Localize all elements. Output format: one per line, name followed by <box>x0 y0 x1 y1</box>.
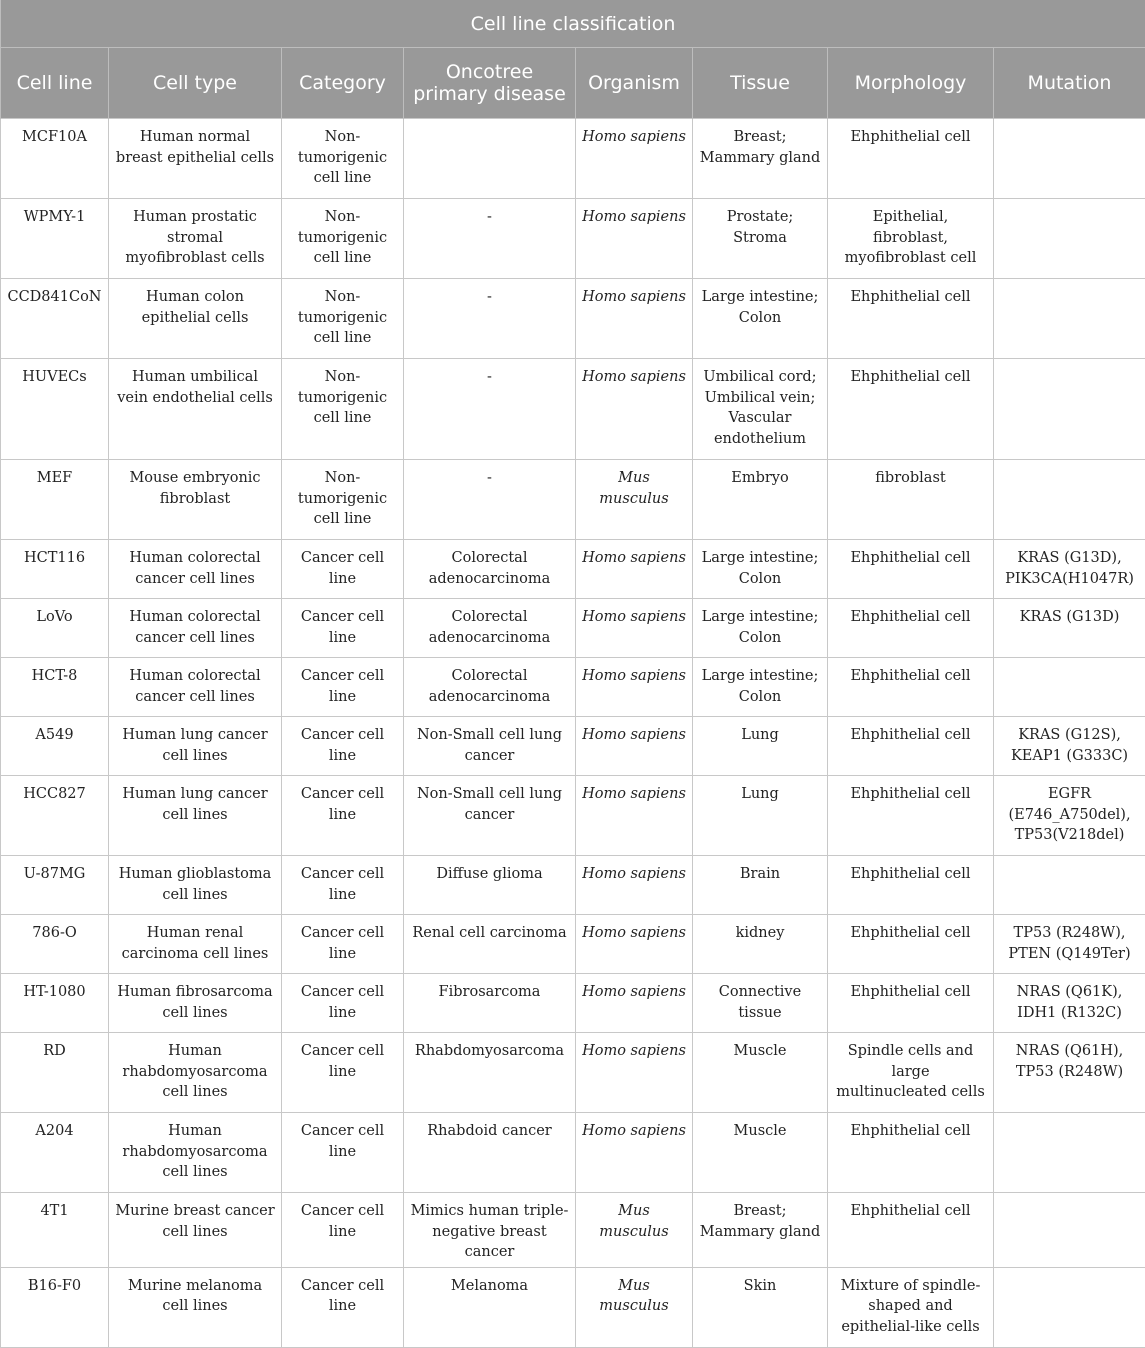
morphology-cell: Ehphithelial cell <box>828 279 994 359</box>
morphology-cell: Ehphithelial cell <box>828 717 994 776</box>
table-row <box>1 460 1145 540</box>
organism-cell: Mus musculus <box>576 460 693 540</box>
table-row <box>1 1033 1145 1113</box>
header-category: Category <box>282 48 404 119</box>
tissue-cell: Large intestine; Colon <box>693 540 828 599</box>
mutation-cell <box>994 1193 1145 1268</box>
cell-line-cell: HCT116 <box>1 540 109 599</box>
category-cell: Cancer cell line <box>282 658 404 717</box>
morphology-cell: Ehphithelial cell <box>828 915 994 974</box>
tissue-cell: Skin <box>693 1267 828 1347</box>
table-row <box>1 658 1145 717</box>
cell-line-cell: WPMY-1 <box>1 199 109 279</box>
table-row <box>1 776 1145 856</box>
category-cell: Cancer cell line <box>282 1267 404 1347</box>
oncotree-primary-disease-cell: Rhabdomyosarcoma <box>404 1033 576 1113</box>
oncotree-primary-disease-cell: Rhabdoid cancer <box>404 1113 576 1193</box>
cell-line-cell: HUVECs <box>1 359 109 460</box>
mutation-cell <box>994 279 1145 359</box>
morphology-cell: Ehphithelial cell <box>828 119 994 199</box>
table-row <box>1 1267 1145 1347</box>
oncotree-primary-disease-cell: - <box>404 359 576 460</box>
cell-type-cell: Murine melanoma cell lines <box>109 1267 282 1347</box>
morphology-cell: fibroblast <box>828 460 994 540</box>
tissue-cell: Connective tissue <box>693 974 828 1033</box>
tissue-cell: kidney <box>693 915 828 974</box>
cell-line-cell: LoVo <box>1 599 109 658</box>
cell-line-cell: B16-F0 <box>1 1267 109 1347</box>
header-organism: Organism <box>576 48 693 119</box>
category-cell: Cancer cell line <box>282 1033 404 1113</box>
cell-type-cell: Human rhabdomyosarcoma cell lines <box>109 1113 282 1193</box>
tissue-cell: Brain <box>693 856 828 915</box>
mutation-cell <box>994 119 1145 199</box>
tissue-cell: Breast; Mammary gland <box>693 119 828 199</box>
header-mutation: Mutation <box>994 48 1145 119</box>
category-cell: Non-tumorigenic cell line <box>282 119 404 199</box>
category-cell: Cancer cell line <box>282 717 404 776</box>
tissue-cell: Muscle <box>693 1033 828 1113</box>
table-row <box>1 359 1145 460</box>
organism-cell: Homo sapiens <box>576 658 693 717</box>
oncotree-primary-disease-cell: Renal cell carcinoma <box>404 915 576 974</box>
morphology-cell: Ehphithelial cell <box>828 974 994 1033</box>
cell-type-cell: Human colon epithelial cells <box>109 279 282 359</box>
category-cell: Non-tumorigenic cell line <box>282 460 404 540</box>
table-row <box>1 974 1145 1033</box>
tissue-cell: Umbilical cord; Umbilical vein; Vascular endothelium <box>693 359 828 460</box>
organism-cell: Homo sapiens <box>576 199 693 279</box>
morphology-cell: Ehphithelial cell <box>828 776 994 856</box>
oncotree-primary-disease-cell: - <box>404 460 576 540</box>
mutation-cell <box>994 1113 1145 1193</box>
cell-line-cell: HCT-8 <box>1 658 109 717</box>
cell-type-cell: Murine breast cancer cell lines <box>109 1193 282 1268</box>
morphology-cell: Ehphithelial cell <box>828 1193 994 1268</box>
mutation-cell: EGFR (E746_A750del), TP53(V218del) <box>994 776 1145 856</box>
cell-type-cell: Human rhabdomyosarcoma cell lines <box>109 1033 282 1113</box>
oncotree-primary-disease-cell: Non-Small cell lung cancer <box>404 776 576 856</box>
morphology-cell: Spindle cells and large multinucleated cells <box>828 1033 994 1113</box>
cell-line-cell: CCD841CoN <box>1 279 109 359</box>
header-oncotree-primary-disease: Oncotree primary disease <box>404 48 576 119</box>
organism-cell: Mus musculus <box>576 1267 693 1347</box>
tissue-cell: Lung <box>693 776 828 856</box>
cell-type-cell: Human fibrosarcoma cell lines <box>109 974 282 1033</box>
mutation-cell <box>994 658 1145 717</box>
tissue-cell: Embryo <box>693 460 828 540</box>
header-morphology: Morphology <box>828 48 994 119</box>
oncotree-primary-disease-cell: Diffuse glioma <box>404 856 576 915</box>
cell-line-cell: A549 <box>1 717 109 776</box>
cell-line-cell: MEF <box>1 460 109 540</box>
organism-cell: Homo sapiens <box>576 776 693 856</box>
oncotree-primary-disease-cell: Colorectal adenocarcinoma <box>404 599 576 658</box>
category-cell: Cancer cell line <box>282 856 404 915</box>
organism-cell: Homo sapiens <box>576 974 693 1033</box>
mutation-cell <box>994 359 1145 460</box>
organism-cell: Homo sapiens <box>576 1033 693 1113</box>
category-cell: Cancer cell line <box>282 1113 404 1193</box>
mutation-cell: TP53 (R248W), PTEN (Q149Ter) <box>994 915 1145 974</box>
oncotree-primary-disease-cell: Non-Small cell lung cancer <box>404 717 576 776</box>
morphology-cell: Mixture of spindle-shaped and epithelial-like cells <box>828 1267 994 1347</box>
tissue-cell: Large intestine; Colon <box>693 658 828 717</box>
oncotree-primary-disease-cell <box>404 119 576 199</box>
cell-line-cell: HCC827 <box>1 776 109 856</box>
cell-line-cell: HT-1080 <box>1 974 109 1033</box>
mutation-cell: KRAS (G13D) <box>994 599 1145 658</box>
cell-line-cell: A204 <box>1 1113 109 1193</box>
table-row <box>1 856 1145 915</box>
oncotree-primary-disease-cell: Melanoma <box>404 1267 576 1347</box>
table-row <box>1 1113 1145 1193</box>
cell-line-cell: 786-O <box>1 915 109 974</box>
cell-type-cell: Human lung cancer cell lines <box>109 776 282 856</box>
oncotree-primary-disease-cell: Colorectal adenocarcinoma <box>404 540 576 599</box>
cell-type-cell: Human prostatic stromal myofibroblast cells <box>109 199 282 279</box>
cell-type-cell: Human normal breast epithelial cells <box>109 119 282 199</box>
organism-cell: Homo sapiens <box>576 359 693 460</box>
tissue-cell: Lung <box>693 717 828 776</box>
cell-line-cell: MCF10A <box>1 119 109 199</box>
table-row <box>1 915 1145 974</box>
mutation-cell <box>994 856 1145 915</box>
table-title: Cell line classification <box>1 0 1145 48</box>
category-cell: Cancer cell line <box>282 915 404 974</box>
table-row <box>1 1193 1145 1268</box>
cell-line-cell: 4T1 <box>1 1193 109 1268</box>
category-cell: Cancer cell line <box>282 1193 404 1268</box>
category-cell: Non-tumorigenic cell line <box>282 279 404 359</box>
header-tissue: Tissue <box>693 48 828 119</box>
organism-cell: Homo sapiens <box>576 717 693 776</box>
cell-type-cell: Human glioblastoma cell lines <box>109 856 282 915</box>
cell-type-cell: Human renal carcinoma cell lines <box>109 915 282 974</box>
tissue-cell: Breast; Mammary gland <box>693 1193 828 1268</box>
cell-line-cell: U-87MG <box>1 856 109 915</box>
cell-type-cell: Mouse embryonic fibroblast <box>109 460 282 540</box>
table-body <box>1 119 1145 1348</box>
mutation-cell: KRAS (G13D), PIK3CA(H1047R) <box>994 540 1145 599</box>
header-cell-type: Cell type <box>109 48 282 119</box>
morphology-cell: Ehphithelial cell <box>828 540 994 599</box>
table-row <box>1 279 1145 359</box>
organism-cell: Homo sapiens <box>576 599 693 658</box>
morphology-cell: Epithelial, fibroblast, myofibroblast cell <box>828 199 994 279</box>
morphology-cell: Ehphithelial cell <box>828 359 994 460</box>
category-cell: Cancer cell line <box>282 776 404 856</box>
organism-cell: Homo sapiens <box>576 540 693 599</box>
morphology-cell: Ehphithelial cell <box>828 856 994 915</box>
organism-cell: Homo sapiens <box>576 1113 693 1193</box>
organism-cell: Homo sapiens <box>576 119 693 199</box>
oncotree-primary-disease-cell: Fibrosarcoma <box>404 974 576 1033</box>
category-cell: Cancer cell line <box>282 599 404 658</box>
cell-type-cell: Human colorectal cancer cell lines <box>109 658 282 717</box>
tissue-cell: Prostate; Stroma <box>693 199 828 279</box>
table-row <box>1 199 1145 279</box>
tissue-cell: Large intestine; Colon <box>693 279 828 359</box>
morphology-cell: Ehphithelial cell <box>828 658 994 717</box>
mutation-cell <box>994 199 1145 279</box>
cell-type-cell: Human umbilical vein endothelial cells <box>109 359 282 460</box>
cell-type-cell: Human colorectal cancer cell lines <box>109 540 282 599</box>
mutation-cell: NRAS (Q61H), TP53 (R248W) <box>994 1033 1145 1113</box>
oncotree-primary-disease-cell: Mimics human triple-negative breast cancer <box>404 1193 576 1268</box>
oncotree-primary-disease-cell: - <box>404 199 576 279</box>
mutation-cell: KRAS (G12S), KEAP1 (G333C) <box>994 717 1145 776</box>
table-row <box>1 119 1145 199</box>
organism-cell: Homo sapiens <box>576 279 693 359</box>
cell-type-cell: Human colorectal cancer cell lines <box>109 599 282 658</box>
organism-cell: Homo sapiens <box>576 856 693 915</box>
tissue-cell: Muscle <box>693 1113 828 1193</box>
mutation-cell <box>994 460 1145 540</box>
tissue-cell: Large intestine; Colon <box>693 599 828 658</box>
category-cell: Cancer cell line <box>282 974 404 1033</box>
mutation-cell <box>994 1267 1145 1347</box>
category-cell: Non-tumorigenic cell line <box>282 199 404 279</box>
cell-line-cell: RD <box>1 1033 109 1113</box>
mutation-cell: NRAS (Q61K), IDH1 (R132C) <box>994 974 1145 1033</box>
table-row <box>1 717 1145 776</box>
category-cell: Cancer cell line <box>282 540 404 599</box>
category-cell: Non-tumorigenic cell line <box>282 359 404 460</box>
cell-type-cell: Human lung cancer cell lines <box>109 717 282 776</box>
header-cell-line: Cell line <box>1 48 109 119</box>
morphology-cell: Ehphithelial cell <box>828 1113 994 1193</box>
oncotree-primary-disease-cell: Colorectal adenocarcinoma <box>404 658 576 717</box>
morphology-cell: Ehphithelial cell <box>828 599 994 658</box>
table-row <box>1 599 1145 658</box>
oncotree-primary-disease-cell: - <box>404 279 576 359</box>
table-row <box>1 540 1145 599</box>
organism-cell: Mus musculus <box>576 1193 693 1268</box>
organism-cell: Homo sapiens <box>576 915 693 974</box>
